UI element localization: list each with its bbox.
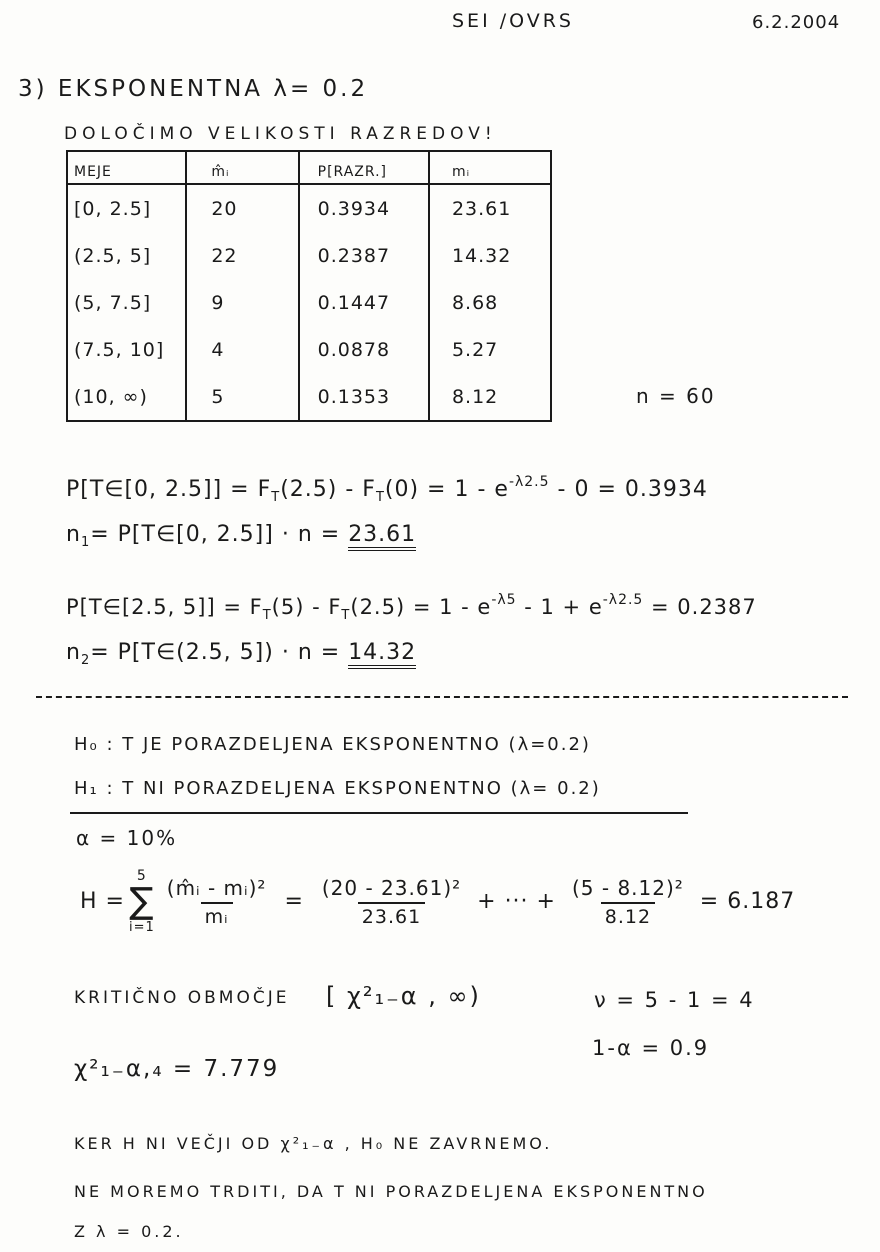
critical-value: χ²₁₋α,₄ = 7.779 bbox=[74, 1056, 280, 1082]
result-expected-1: 23.61 bbox=[348, 523, 416, 551]
null-hypothesis: H₀ : T JE PORAZDELJENA EKSPONENTNO (λ=0.2) bbox=[74, 734, 591, 755]
sample-size: n = 60 bbox=[636, 384, 716, 408]
conclusion-line-2: NE MOREMO TRDITI, DA T NI PORAZDELJENA EKSPONENTNO bbox=[74, 1182, 708, 1201]
cell-bounds: (5, 7.5] bbox=[67, 279, 186, 326]
stat-first-fraction: $\frac{\text{(20 - 23.61)²}}{23.61}$ bbox=[321, 875, 462, 928]
result-expected-2: 14.32 bbox=[348, 641, 416, 669]
cell-bounds: (7.5, 10] bbox=[67, 326, 186, 373]
cell-expected: 5.27 bbox=[429, 326, 551, 373]
table-row bbox=[67, 232, 551, 279]
cell-bounds: [0, 2.5] bbox=[67, 184, 186, 232]
table-row bbox=[67, 279, 551, 326]
table-header-row bbox=[67, 151, 551, 184]
cell-observed: 4 bbox=[186, 326, 298, 373]
confidence-level: 1-α = 0.9 bbox=[592, 1036, 710, 1060]
header-bounds: MEJE bbox=[67, 151, 186, 184]
class-table bbox=[66, 150, 552, 422]
header-probability: P[RAZR.] bbox=[299, 151, 429, 184]
cell-probability: 0.2387 bbox=[299, 232, 429, 279]
conclusion-line-3: Z λ = 0.2. bbox=[74, 1222, 184, 1241]
cell-probability: 0.1353 bbox=[299, 373, 429, 421]
table-row bbox=[67, 373, 551, 421]
stat-last-fraction: $\frac{\text{(5 - 8.12)²}}{8.12}$ bbox=[571, 875, 684, 928]
formula-probability-2: P[T∈[2.5, $5]] = F_T(5) - F_T(2.5) = 1 - e^{-\lambda 5} - 1 + e^{-\lambda 2.5} = 0.2387$ bbox=[66, 592, 757, 623]
sum-symbol: 5 ∑ i=1 bbox=[128, 868, 155, 935]
table-row bbox=[67, 184, 551, 232]
degrees-of-freedom: ν = 5 - 1 = 4 bbox=[594, 988, 755, 1012]
stat-lhs: H = bbox=[80, 889, 125, 914]
formula-expected-2: $n_2=$ P[T∈(2.5, 5]) · n = 14.32 bbox=[66, 640, 417, 668]
hypothesis-underline bbox=[70, 812, 688, 814]
critical-region-label: KRITIČNO OBMOČJE bbox=[74, 988, 290, 1008]
cell-expected: 8.12 bbox=[429, 373, 551, 421]
cell-expected: 14.32 bbox=[429, 232, 551, 279]
test-statistic: H = 5 ∑ i=1 $\frac{\text{(m̂ᵢ - mᵢ)²}}{\text{mᵢ}}$ = $\frac{\text{(20 - 23.61)²}}{23.61}$ + ··· + $\frac{\text{(5 - 8.12)²}}{8.12}$ = 6.187 bbox=[80, 868, 796, 935]
header-expected: mᵢ bbox=[429, 151, 551, 184]
alternative-hypothesis: H₁ : T NI PORAZDELJENA EKSPONENTNO (λ= 0.2) bbox=[74, 778, 601, 799]
stat-result: = 6.187 bbox=[699, 889, 796, 914]
problem-subtitle: DOLOČIMO VELIKOSTI RAZREDOV! bbox=[64, 124, 497, 144]
cell-observed: 9 bbox=[186, 279, 298, 326]
critical-region-interval: [ χ²₁₋α , ∞) bbox=[326, 982, 481, 1010]
cell-probability: 0.3934 bbox=[299, 184, 429, 232]
cell-observed: 22 bbox=[186, 232, 298, 279]
cell-probability: 0.0878 bbox=[299, 326, 429, 373]
header-observed: m̂ᵢ bbox=[186, 151, 298, 184]
dashed-separator bbox=[36, 696, 848, 698]
cell-observed: 5 bbox=[186, 373, 298, 421]
formula-probability-1: P[T∈[0, $2.5]] = F_T(2.5) - F_T(0) = 1 - e^{-\lambda 2.5} - 0 = 0.3934$ bbox=[66, 474, 708, 505]
problem-title: 3) EKSPONENTNA λ= 0.2 bbox=[18, 76, 369, 102]
cell-expected: 23.61 bbox=[429, 184, 551, 232]
cell-bounds: (10, ∞) bbox=[67, 373, 186, 421]
conclusion-line-1: KER H NI VEČJI OD χ²₁₋α , H₀ NE ZAVRNEMO. bbox=[74, 1134, 553, 1153]
stat-term-fraction: $\frac{\text{(m̂ᵢ - mᵢ)²}}{\text{mᵢ}}$ bbox=[166, 875, 267, 928]
course-code: SEI /OVRS bbox=[452, 10, 574, 32]
cell-probability: 0.1447 bbox=[299, 279, 429, 326]
cell-expected: 8.68 bbox=[429, 279, 551, 326]
significance-level: α = 10% bbox=[76, 826, 178, 850]
cell-observed: 20 bbox=[186, 184, 298, 232]
formula-expected-1: $n_1=$ P[T∈[0, 2.5]] · n = 23.61 bbox=[66, 522, 417, 550]
cell-bounds: (2.5, 5] bbox=[67, 232, 186, 279]
table-row bbox=[67, 326, 551, 373]
document-date: 6.2.2004 bbox=[752, 12, 841, 33]
